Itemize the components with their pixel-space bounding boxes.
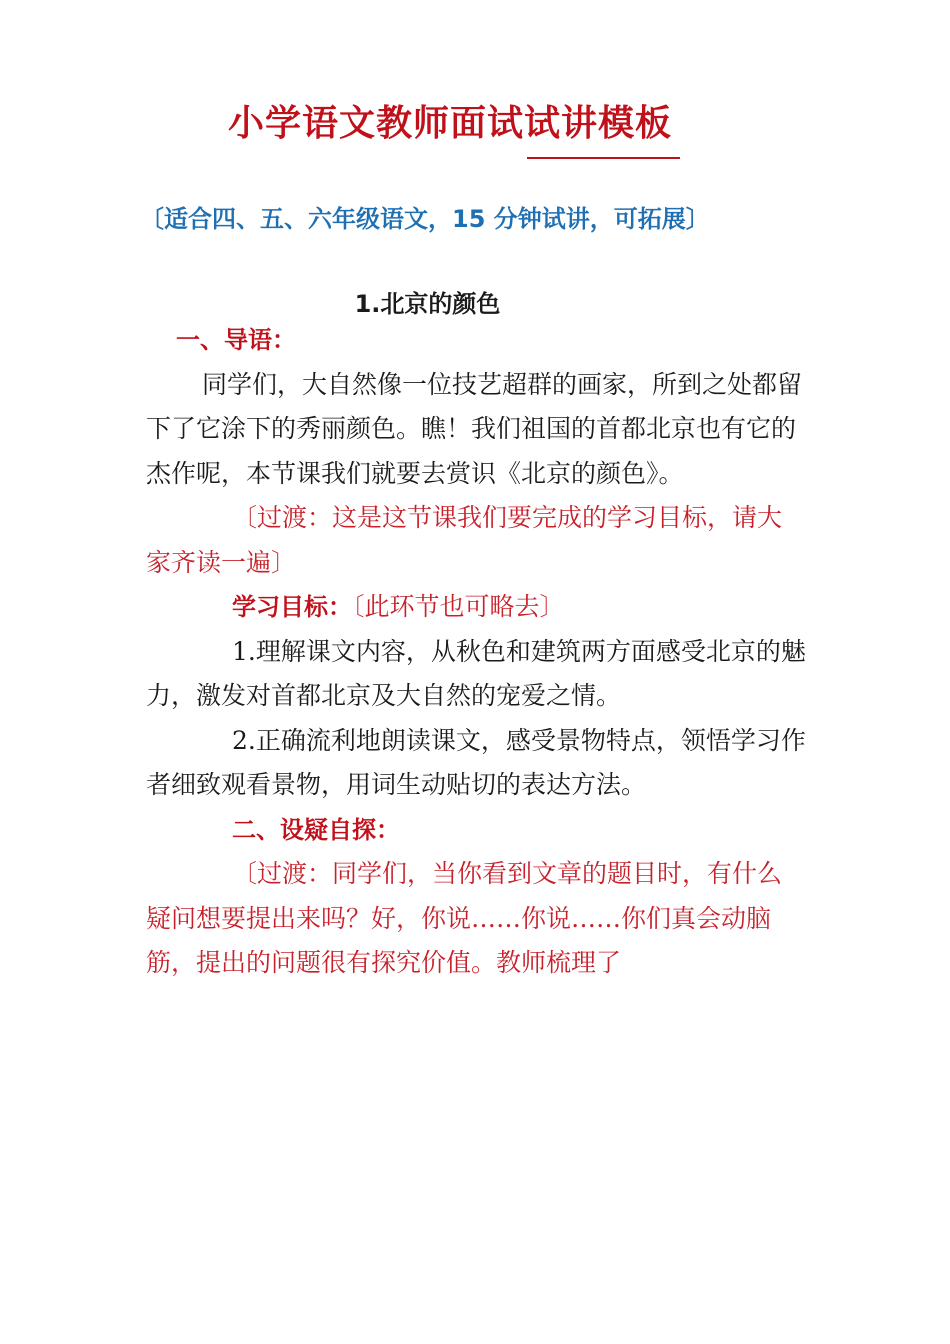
learning-goals-note: 〔此环节也可略去〕 [352, 592, 565, 621]
learning-goal-1: 1.理解课文内容，从秋色和建筑两方面感受北京的魅力，激发对首都北京及大自然的宠爱之情。 [146, 636, 806, 710]
document-subtitle: 〔适合四、五、六年级语文，15 分钟试讲，可拓展〕 [140, 205, 710, 233]
learning-goal-2: 2.正确流利地朗读课文，感受景物特点，领悟学习作者细致观看景物，用词生动贴切的表达方法。 [146, 725, 806, 799]
transition-note-2: 〔过渡：同学们，当你看到文章的题目时，有什么疑问想要提出来吗？好，你说……你说……你们真会动脑筋，提出的问题很有探究价值。教师梳理了 [146, 859, 783, 977]
transition-note-1: 〔过渡：这是这节课我们要完成的学习目标，请大家齐读一遍〕 [146, 503, 783, 577]
lesson-title: 1.北京的颜色 [354, 290, 501, 318]
section-heading-intro: 一、导语： [176, 326, 296, 354]
document-body [146, 318, 806, 986]
section-heading-questions: 二、设疑自探： [232, 815, 400, 844]
learning-goals-label: 学习目标： [232, 593, 352, 621]
title-underline [527, 157, 680, 159]
intro-paragraph: 同学们，大自然像一位技艺超群的画家，所到之处都留下了它涂下的秀丽颜色。瞧！我们祖国的首都北京也有它的杰作呢，本节课我们就要去赏识《北京的颜色》。 [146, 369, 803, 488]
document-title: 小学语文教师面试试讲模板 [227, 103, 672, 144]
learning-goals-line [146, 585, 806, 630]
